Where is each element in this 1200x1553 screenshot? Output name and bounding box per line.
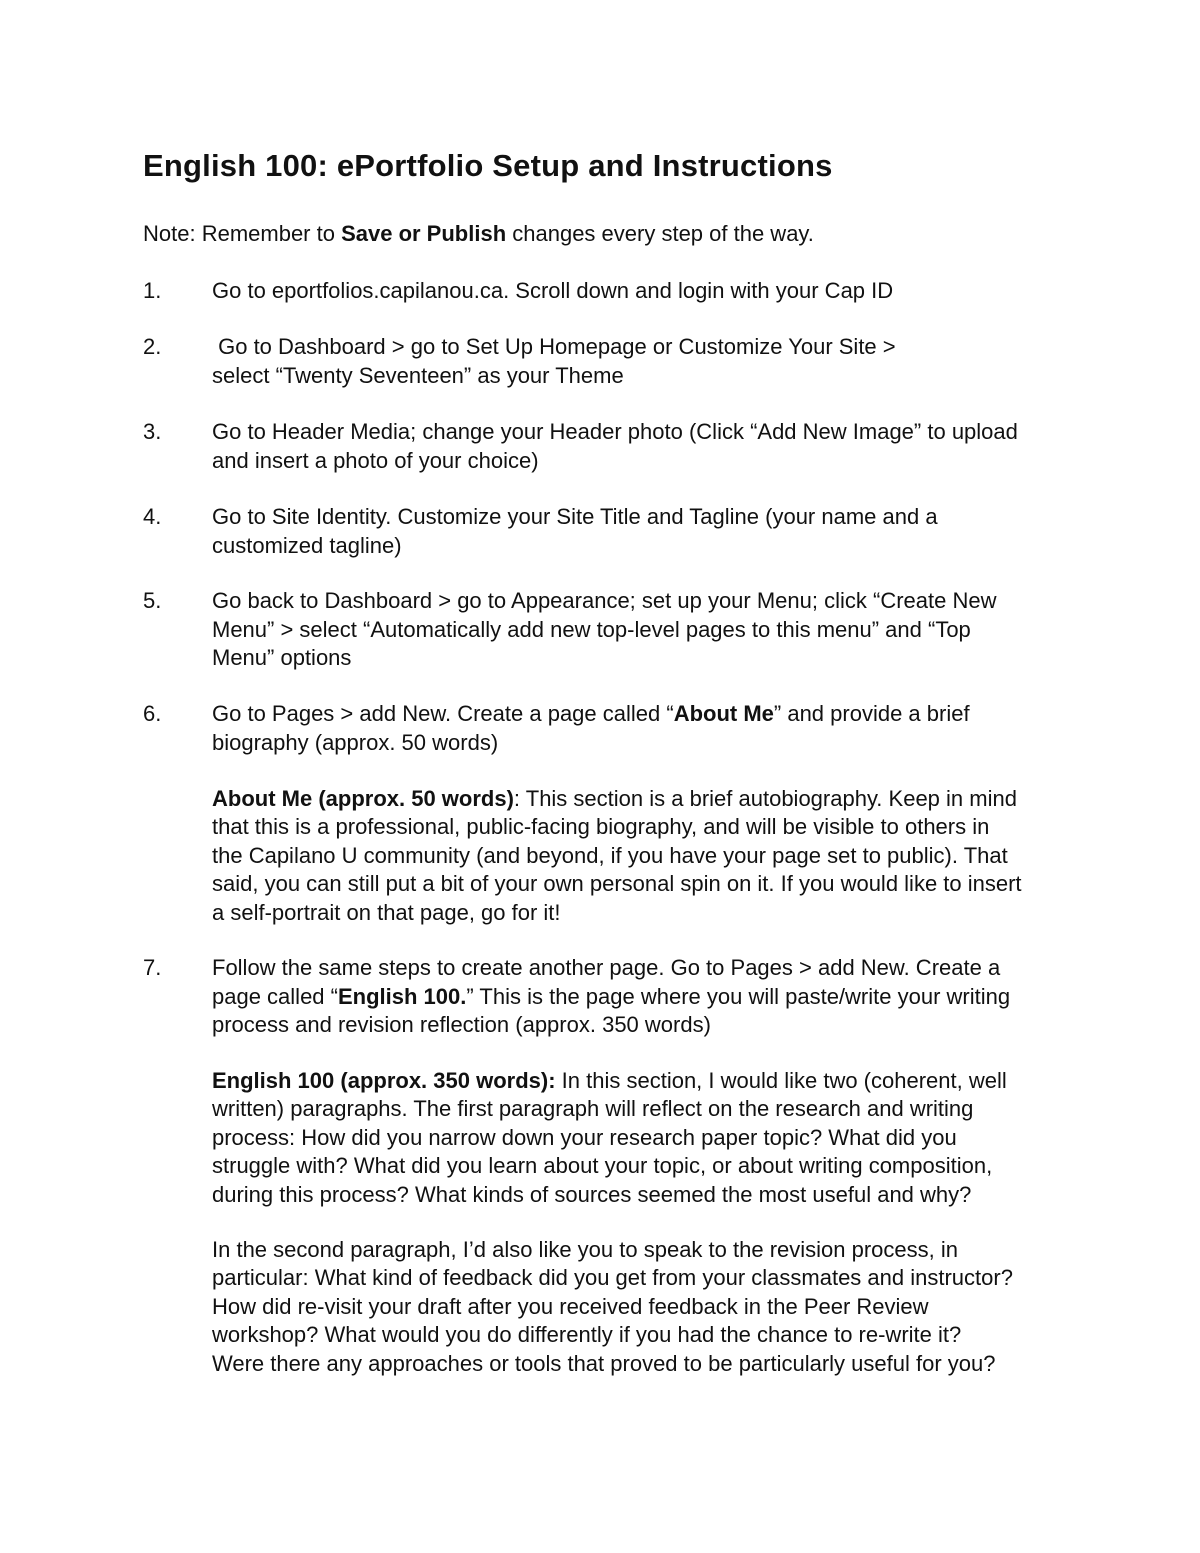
note-line: [143, 220, 814, 248]
step-text-segment: page called “: [212, 983, 338, 1009]
paragraph-line: workshop? What would you do differently if you had the chance to re-write it?: [212, 1322, 962, 1348]
paragraph-line: Were there any approaches or tools that proved to be particularly useful for you?: [212, 1350, 996, 1376]
step-7: [143, 954, 1063, 1040]
paragraph-line: written) paragraphs. The first paragraph will reflect on the research and writing: [212, 1096, 974, 1122]
note-prefix: Note: Remember to: [143, 221, 342, 246]
paragraph-line: struggle with? What did you learn about your topic, or about writing composition,: [212, 1153, 993, 1179]
paragraph-line: In the second paragraph, I’d also like you to speak to the revision process, in: [212, 1237, 958, 1262]
english-100-paragraph: [212, 1067, 1072, 1209]
step-number: 2.: [143, 334, 162, 359]
paragraph-line: particular: What kind of feedback did you get from your classmates and instructor?: [212, 1265, 1013, 1291]
paragraph-bold-lead: English 100 (approx. 350 words):: [212, 1068, 556, 1093]
step-6: [143, 700, 1063, 757]
step-text-line: Menu” > select “Automatically add new top-level pages to this menu” and “Top: [212, 616, 971, 642]
step-text-line: customized tagline): [212, 532, 402, 558]
step-1: [143, 277, 1063, 306]
paragraph-line: How did re-visit your draft after you received feedback in the Peer Review: [212, 1293, 929, 1319]
step-5: [143, 587, 1063, 673]
step-text-line: process and revision reflection (approx. 350 words): [212, 1012, 711, 1037]
step-text-line: Go to eportfolios.capilanou.ca. Scroll down and login with your Cap ID: [212, 278, 894, 303]
paragraph-text-segment: In this section, I would like two (coherent, well: [555, 1068, 1007, 1093]
step-text-line: Go to Dashboard > go to Set Up Homepage or Customize Your Site >: [212, 334, 896, 359]
paragraph-line: [212, 785, 1072, 813]
note-bold: Save or Publish: [341, 221, 507, 246]
paragraph-line: the Capilano U community (and beyond, if you have your page set to public). That: [212, 842, 1008, 868]
paragraph-line: a self-portrait on that page, go for it!: [212, 899, 561, 925]
step-text-segment: ” and provide a brief: [773, 701, 970, 726]
step-text-line: Go to Site Identity. Customize your Site Title and Tagline (your name and a: [212, 504, 938, 529]
step-text-line: biography (approx. 50 words): [212, 729, 499, 755]
step-2: [143, 333, 1063, 390]
step-number: 3.: [143, 419, 162, 444]
step-number: 7.: [143, 955, 162, 980]
step-4: [143, 503, 1063, 560]
step-text-line: Follow the same steps to create another page. Go to Pages > add New. Create a: [212, 955, 1001, 980]
step-3: [143, 418, 1063, 475]
step-text-segment: ” This is the page where you will paste/write your writing: [466, 983, 1011, 1009]
step-text-line: and insert a photo of your choice): [212, 447, 539, 473]
page-title: English 100: ePortfolio Setup and Instructions: [143, 148, 833, 183]
paragraph-text-segment: : This section is a brief autobiography. Keep in mind: [513, 786, 1017, 811]
step-text-bold: About Me: [673, 701, 774, 726]
about-me-paragraph: [212, 785, 1072, 927]
step-text-line: Go to Header Media; change your Header photo (Click “Add New Image” to upload: [212, 419, 1018, 444]
step-text-segment: Go to Pages > add New. Create a page called “: [212, 701, 674, 726]
paragraph-line: process: How did you narrow down your research paper topic? What did you: [212, 1124, 957, 1150]
step-number: 4.: [143, 504, 162, 529]
step-text-line: [212, 700, 1063, 729]
step-text-line: select “Twenty Seventeen” as your Theme: [212, 362, 624, 388]
step-text-line: [212, 983, 1063, 1012]
step-text-bold: English 100.: [337, 983, 467, 1009]
second-paragraph: [212, 1236, 1072, 1378]
step-text-line: Go back to Dashboard > go to Appearance; set up your Menu; click “Create New: [212, 588, 997, 613]
step-number: 6.: [143, 701, 162, 726]
note-suffix: changes every step of the way.: [506, 221, 814, 246]
step-number: 5.: [143, 588, 162, 613]
paragraph-line: [212, 1067, 1072, 1095]
paragraph-bold-lead: About Me (approx. 50 words): [212, 786, 514, 811]
paragraph-line: during this process? What kinds of sources seemed the most useful and why?: [212, 1181, 972, 1207]
paragraph-line: that this is a professional, public-facing biography, and will be visible to others in: [212, 814, 990, 840]
step-number: 1.: [143, 278, 162, 303]
step-text-line: Menu” options: [212, 645, 352, 670]
paragraph-line: said, you can still put a bit of your own personal spin on it. If you would like to insert: [212, 871, 1022, 897]
